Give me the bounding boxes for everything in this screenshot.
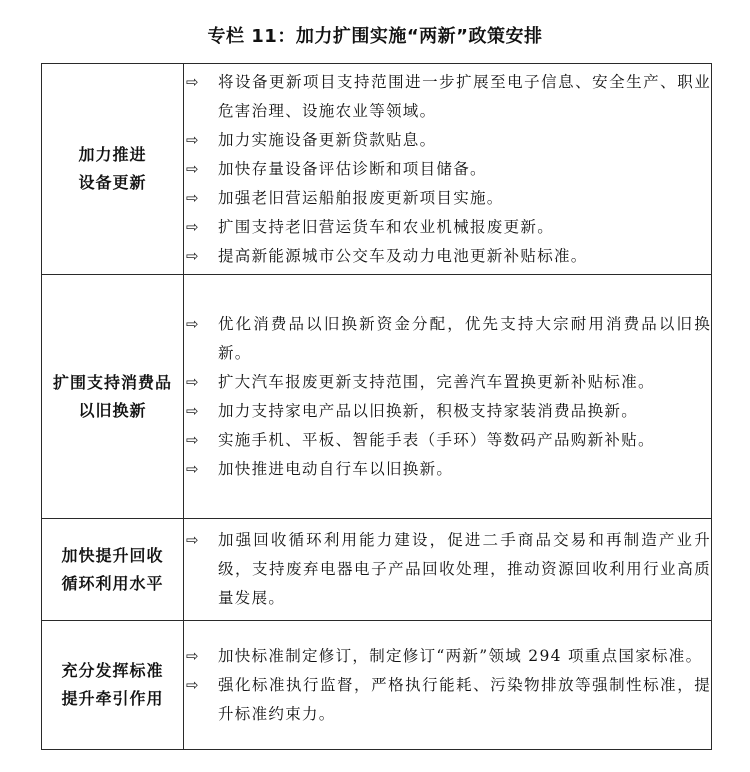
measure-item — [184, 126, 711, 155]
measure-item — [184, 310, 711, 368]
arrow-marker-icon: ⇨ — [186, 531, 200, 549]
category-label-line: 加力推进 — [78, 145, 147, 164]
measure-text: 扩围支持老旧营运货车和农业机械报废更新。 — [218, 217, 555, 236]
arrow-marker-icon: ⇨ — [186, 314, 200, 333]
arrow-marker-icon: ⇨ — [186, 217, 200, 236]
measure-item — [184, 155, 711, 184]
measure-text: 加力实施设备更新贷款贴息。 — [218, 130, 437, 149]
measures-cell — [184, 64, 712, 275]
category-cell — [42, 621, 184, 750]
arrow-marker-icon: ⇨ — [186, 188, 200, 207]
measure-text: 加力支持家电产品以旧换新，积极支持家装消费品换新。 — [218, 401, 639, 420]
measure-text: 加快推进电动自行车以旧换新。 — [218, 459, 454, 478]
arrow-marker-icon: ⇨ — [186, 401, 200, 420]
table-title: 专栏 11：加力扩围实施“两新”政策安排 — [207, 26, 543, 47]
category-label-line: 设备更新 — [78, 173, 147, 192]
measure-item — [184, 213, 711, 242]
arrow-marker-icon: ⇨ — [186, 459, 200, 478]
measure-item — [184, 671, 711, 729]
table-row — [42, 275, 712, 519]
arrow-marker-icon: ⇨ — [186, 646, 200, 665]
measure-item — [184, 426, 711, 455]
measure-item — [184, 184, 711, 213]
category-label-line: 以旧换新 — [78, 400, 147, 420]
arrow-marker-icon: ⇨ — [186, 246, 200, 265]
arrow-marker-icon: ⇨ — [186, 130, 200, 149]
policy-table — [41, 63, 712, 750]
measure-text: 强化标准执行监督，严格执行能耗、污染物排放等强制性标准，提升标准约束力。 — [218, 675, 711, 723]
arrow-marker-icon: ⇨ — [186, 372, 200, 391]
table-row — [42, 621, 712, 750]
category-label-line: 扩围支持消费品 — [52, 372, 172, 392]
arrow-marker-icon: ⇨ — [186, 675, 200, 694]
category-label-line: 充分发挥标准 — [61, 661, 164, 680]
arrow-marker-icon: ⇨ — [186, 72, 200, 91]
table-row — [42, 64, 712, 275]
measure-text: 优化消费品以旧换新资金分配，优先支持大宗耐用消费品以旧换新。 — [218, 314, 711, 362]
category-label-line: 循环利用水平 — [61, 573, 164, 593]
measure-text: 加快存量设备评估诊断和项目储备。 — [218, 159, 487, 178]
measures-cell — [184, 519, 712, 621]
measure-text: 实施手机、平板、智能手表（手环）等数码产品购新补贴。 — [218, 430, 655, 449]
measure-item — [184, 526, 711, 613]
measure-item — [184, 242, 711, 271]
arrow-marker-icon: ⇨ — [186, 159, 200, 178]
category-cell — [42, 519, 184, 621]
measure-text: 将设备更新项目支持范围进一步扩展至电子信息、安全生产、职业危害治理、设施农业等领域。 — [218, 72, 711, 120]
measures-cell — [184, 621, 712, 750]
measure-item — [184, 68, 711, 126]
measure-item — [184, 455, 711, 484]
measures-cell — [184, 275, 712, 519]
measure-item — [184, 397, 711, 426]
measure-item — [184, 368, 711, 397]
category-cell — [42, 275, 184, 519]
category-label-line: 提升牵引作用 — [61, 689, 164, 708]
measure-item — [184, 642, 711, 671]
category-cell — [42, 64, 184, 275]
measure-text: 提高新能源城市公交车及动力电池更新补贴标准。 — [218, 246, 588, 265]
measure-text: 加快标准制定修订，制定修订“两新”领域 294 项重点国家标准。 — [218, 646, 703, 665]
category-label-line: 加快提升回收 — [61, 545, 164, 565]
table-row — [42, 519, 712, 621]
arrow-marker-icon: ⇨ — [186, 430, 200, 449]
measure-text: 扩大汽车报废更新支持范围，完善汽车置换更新补贴标准。 — [218, 372, 655, 391]
measure-text: 加强回收循环利用能力建设，促进二手商品交易和再制造产业升级，支持废弃电器电子产品回收处理，推动资源回收利用行业高质量发展。 — [218, 531, 711, 607]
measure-text: 加强老旧营运船舶报废更新项目实施。 — [218, 188, 504, 207]
